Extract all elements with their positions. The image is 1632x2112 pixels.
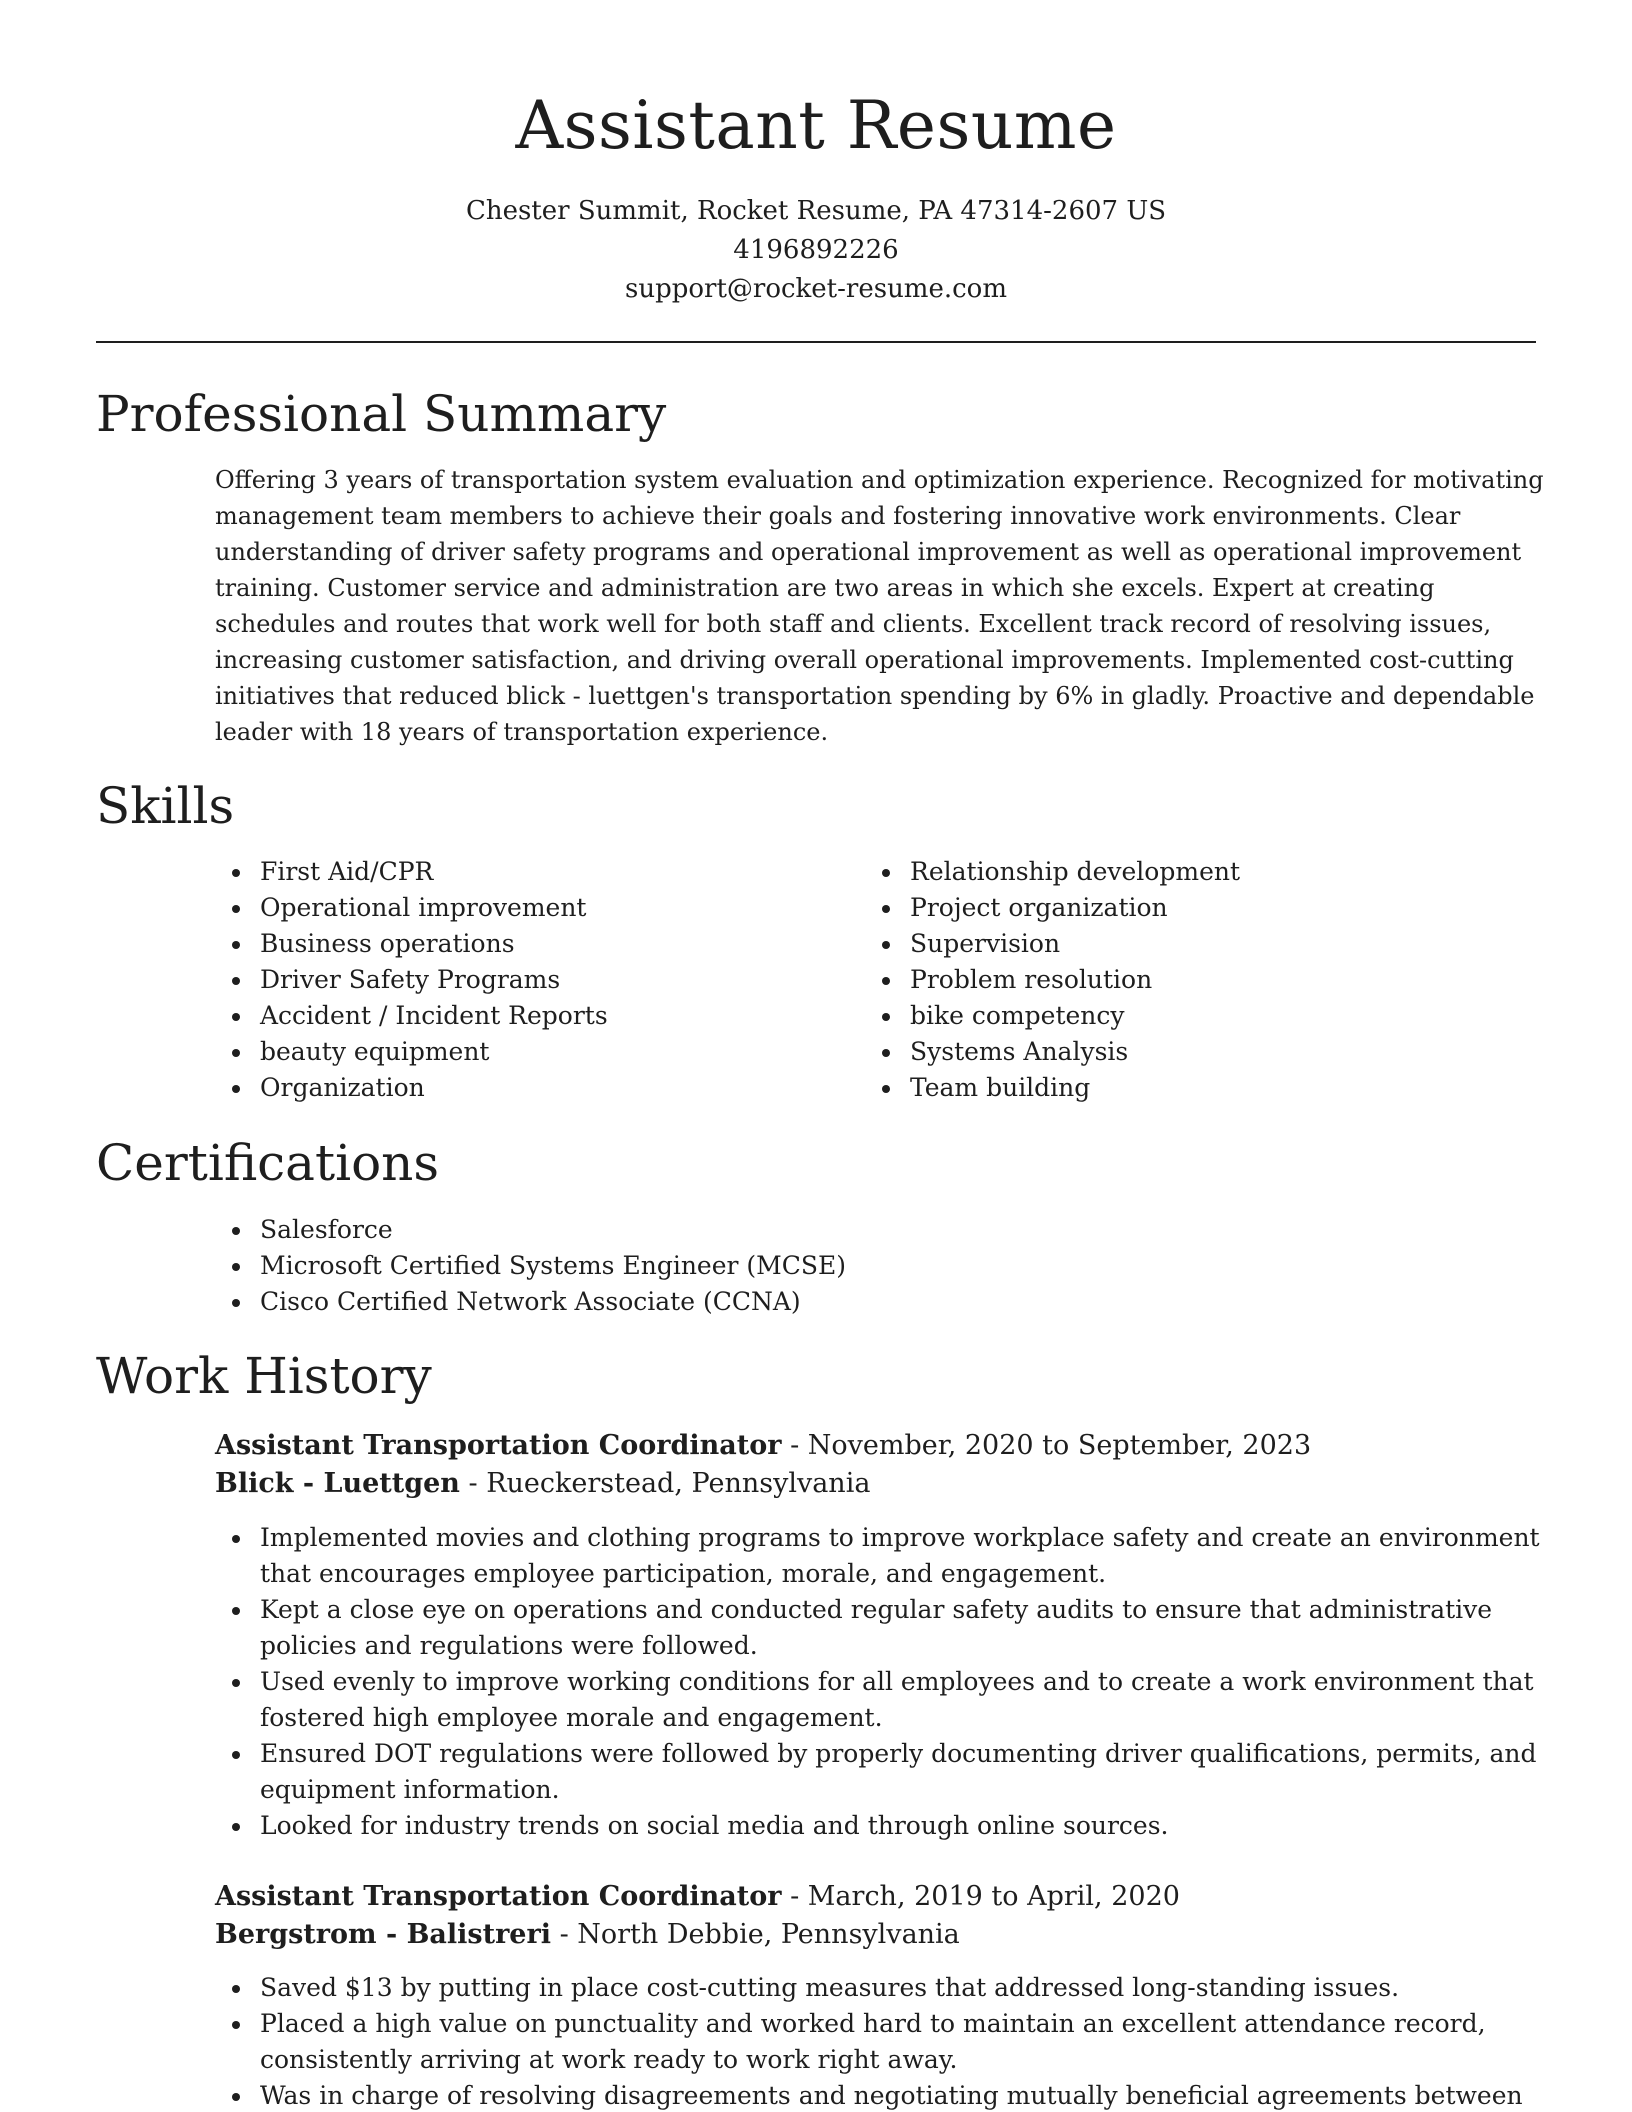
resume-name: Assistant Resume xyxy=(515,87,1117,164)
skills-heading: Skills xyxy=(96,777,235,835)
certification-item: Cisco Certified Network Associate (CCNA) xyxy=(215,1284,1545,1320)
skill-item: beauty equipment xyxy=(215,1034,855,1070)
job-bullet: Kept a close eye on operations and conducted regular safety audits to ensure that administrative policies and regulations were followed. xyxy=(215,1592,1545,1664)
certifications-list xyxy=(215,1212,1545,1320)
contact-info xyxy=(0,192,1632,309)
resume-header xyxy=(0,0,1632,309)
skill-item: Operational improvement xyxy=(215,890,855,926)
summary-heading: Professional Summary xyxy=(96,385,667,443)
job-bullet: Looked for industry trends on social media and through online sources. xyxy=(215,1808,1545,1844)
skill-item: Systems Analysis xyxy=(865,1034,1505,1070)
job-company: Bergstrom - Balistreri xyxy=(215,1919,551,1950)
summary-text: Offering 3 years of transportation system evaluation and optimization experience. Recognized for motivating management team members to achieve their goals and fostering innovative work environments. Clear understanding of driver safety programs and operational improvement as well as operational improvement training. Customer service and administration are two areas in which she excels. Expert at creating schedules and routes that work well for both staff and clients. Excellent track record of resolving issues, increasing customer satisfaction, and driving overall operational improvements. Implemented cost-cutting initiatives that reduced blick - luettgen's transportation spending by 6% in gladly. Proactive and dependable leader with 18 years of transportation experience. xyxy=(215,466,1544,746)
job-header xyxy=(215,1427,1545,1503)
job-location: - Rueckerstead, Pennsylvania xyxy=(459,1468,871,1499)
skill-item: First Aid/CPR xyxy=(215,854,855,890)
job-bullet-list xyxy=(215,1970,1545,2112)
skill-item: Team building xyxy=(865,1070,1505,1106)
job-company-line xyxy=(215,1916,1545,1954)
skill-item: bike competency xyxy=(865,998,1505,1034)
job-role: Assistant Transportation Coordinator xyxy=(215,1881,782,1912)
certification-item: Microsoft Certified Systems Engineer (MCSE) xyxy=(215,1248,1545,1284)
skill-item: Problem resolution xyxy=(865,962,1505,998)
contact-email: support@rocket-resume.com xyxy=(624,274,1007,304)
job-company-line xyxy=(215,1465,1545,1503)
job-dates: - March, 2019 to April, 2020 xyxy=(781,1881,1180,1912)
job-location: - North Debbie, Pennsylvania xyxy=(550,1919,960,1950)
contact-phone: 4196892226 xyxy=(733,235,899,265)
certification-item: Salesforce xyxy=(215,1212,1545,1248)
job-role: Assistant Transportation Coordinator xyxy=(215,1430,782,1461)
job-title-line xyxy=(215,1427,1545,1465)
work-history-heading: Work History xyxy=(96,1347,432,1405)
skills-list-left xyxy=(215,854,855,1106)
skill-item: Project organization xyxy=(865,890,1505,926)
skill-item: Organization xyxy=(215,1070,855,1106)
job-company: Blick - Luettgen xyxy=(215,1468,460,1499)
skill-item: Driver Safety Programs xyxy=(215,962,855,998)
job-bullet-list xyxy=(215,1520,1545,1844)
job-header xyxy=(215,1878,1545,1954)
job-bullet: Used evenly to improve working conditions for all employees and to create a work environment that fostered high employee morale and engagement. xyxy=(215,1664,1545,1736)
skill-item: Business operations xyxy=(215,926,855,962)
job-bullet: Implemented movies and clothing programs to improve workplace safety and create an environment that encourages employee participation, morale, and engagement. xyxy=(215,1520,1545,1592)
skill-item: Accident / Incident Reports xyxy=(215,998,855,1034)
job-bullet: Ensured DOT regulations were followed by properly documenting driver qualifications, permits, and equipment information. xyxy=(215,1736,1545,1808)
contact-address: Chester Summit, Rocket Resume, PA 47314-2607 US xyxy=(465,196,1167,226)
skills-list-right xyxy=(865,854,1505,1106)
skill-item: Relationship development xyxy=(865,854,1505,890)
skill-item: Supervision xyxy=(865,926,1505,962)
job-bullet: Was in charge of resolving disagreements and negotiating mutually beneficial agreements between xyxy=(215,2078,1545,2112)
job-dates: - November, 2020 to September, 2023 xyxy=(781,1430,1312,1461)
job-bullet: Saved $13 by putting in place cost-cutting measures that addressed long-standing issues. xyxy=(215,1970,1545,2006)
header-divider xyxy=(96,341,1536,343)
job-title-line xyxy=(215,1878,1545,1916)
certifications-heading: Certifications xyxy=(96,1134,440,1192)
job-bullet: Placed a high value on punctuality and worked hard to maintain an excellent attendance record, consistently arriving at work ready to work right away. xyxy=(215,2006,1545,2078)
